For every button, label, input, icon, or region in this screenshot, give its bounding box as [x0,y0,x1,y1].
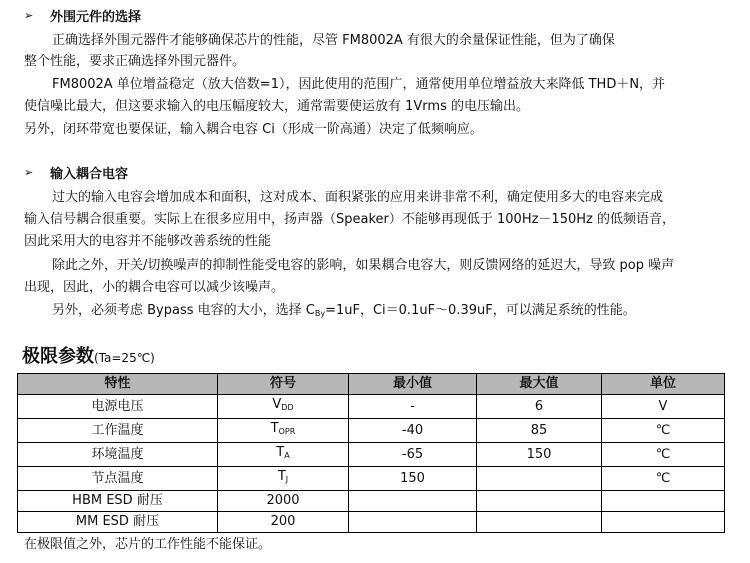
column-header: 符号 [218,374,349,395]
param-unit: ℃ [602,443,725,467]
param-max: 150 [477,443,602,467]
title-condition: (Ta=25℃) [94,351,155,365]
param-min: 150 [349,467,477,491]
paragraph-line: 使信噪比最大，但这要求输入的电压幅度较大，通常需要使运放有 1Vrms 的电压输出。 [24,99,529,114]
param-max [477,512,602,533]
column-header: 最小值 [349,374,477,395]
param-name: 节点温度 [18,467,218,491]
page-title: 极限参数(Ta=25℃) [22,346,155,367]
param-max [477,467,602,491]
paragraph-line: FM8002A 单位增益稳定（放大倍数=1），因此使用的范围广，通常使用单位增益放大来降低 THD＋N，并 [52,77,666,92]
param-unit: ℃ [602,467,725,491]
param-max: 6 [477,395,602,419]
section-title: 输入耦合电容 [50,167,129,182]
param-symbol: 200 [218,512,349,533]
limits-table [17,373,725,533]
param-unit: V [602,395,725,419]
column-header: 单位 [602,374,725,395]
param-max: 85 [477,419,602,443]
table-row [18,467,725,491]
table-row [18,512,725,533]
param-name: 工作温度 [18,419,218,443]
param-symbol: $T_{OPR}$ [218,419,349,443]
table-row [18,491,725,512]
paragraph-line: 整个性能，要求正确选择外围元器件。 [24,54,246,69]
param-unit [602,512,725,533]
paragraph-line: 正确选择外围元器件才能够确保芯片的性能，尽管 FM8002A 有很大的余量保证性能，但为了确保 [52,33,615,48]
paragraph-line-bypass: 另外，必须考虑 Bypass 电容的大小，选择 $C_{By}=1uF$，Ci＝0.1uF～0.39uF，可以满足系统的性能。 [52,303,636,318]
param-min [349,512,477,533]
arrow-bullet-icon: ➢ [24,9,34,22]
column-header: 最大值 [477,374,602,395]
paragraph-line: 因此采用大的电容并不能够改善系统的性能 [24,234,272,249]
section-heading-peripheral [24,6,141,25]
param-unit: ℃ [602,419,725,443]
param-min [349,491,477,512]
param-symbol: $V_{DD}$ [218,395,349,419]
table-row [18,443,725,467]
paragraph-line: 除此之外，开关/切换噪声的抑制性能受电容的影响，如果耦合电容大，则反馈网络的延迟大，导致 pop 噪声 [52,258,675,273]
paragraph-line: 输入信号耦合很重要。实际上在很多应用中，扬声器（Speaker）不能够再现低于 100Hz－150Hz 的低频语音， [24,212,675,227]
param-max [477,491,602,512]
table-row [18,395,725,419]
column-header: 特性 [18,374,218,395]
param-symbol: $T_J$ [218,467,349,491]
table-row [18,419,725,443]
paragraph-line: 另外，闭环带宽也要保证，输入耦合电容 Ci（形成一阶高通）决定了低频响应。 [24,122,483,137]
param-min: -65 [349,443,477,467]
paragraph-line: 过大的输入电容会增加成本和面积，这对成本、面积紧张的应用来讲非常不利，确定使用多大的电容来完成 [52,190,664,205]
param-min: -40 [349,419,477,443]
param-name: 环境温度 [18,443,218,467]
section-heading-coupling [24,163,128,182]
param-name: MM ESD 耐压 [18,512,218,533]
table-header-row [18,374,725,395]
section-title: 外围元件的选择 [50,10,142,25]
arrow-bullet-icon: ➢ [24,166,34,179]
limits-note: 在极限值之外，芯片的工作性能不能保证。 [24,537,272,552]
param-symbol: 2000 [218,491,349,512]
param-symbol: $T_A$ [218,443,349,467]
paragraph-line: 出现，因此，小的耦合电容可以减少该噪声。 [24,280,285,295]
param-name: 电源电压 [18,395,218,419]
param-min: - [349,395,477,419]
param-name: HBM ESD 耐压 [18,491,218,512]
param-unit [602,491,725,512]
